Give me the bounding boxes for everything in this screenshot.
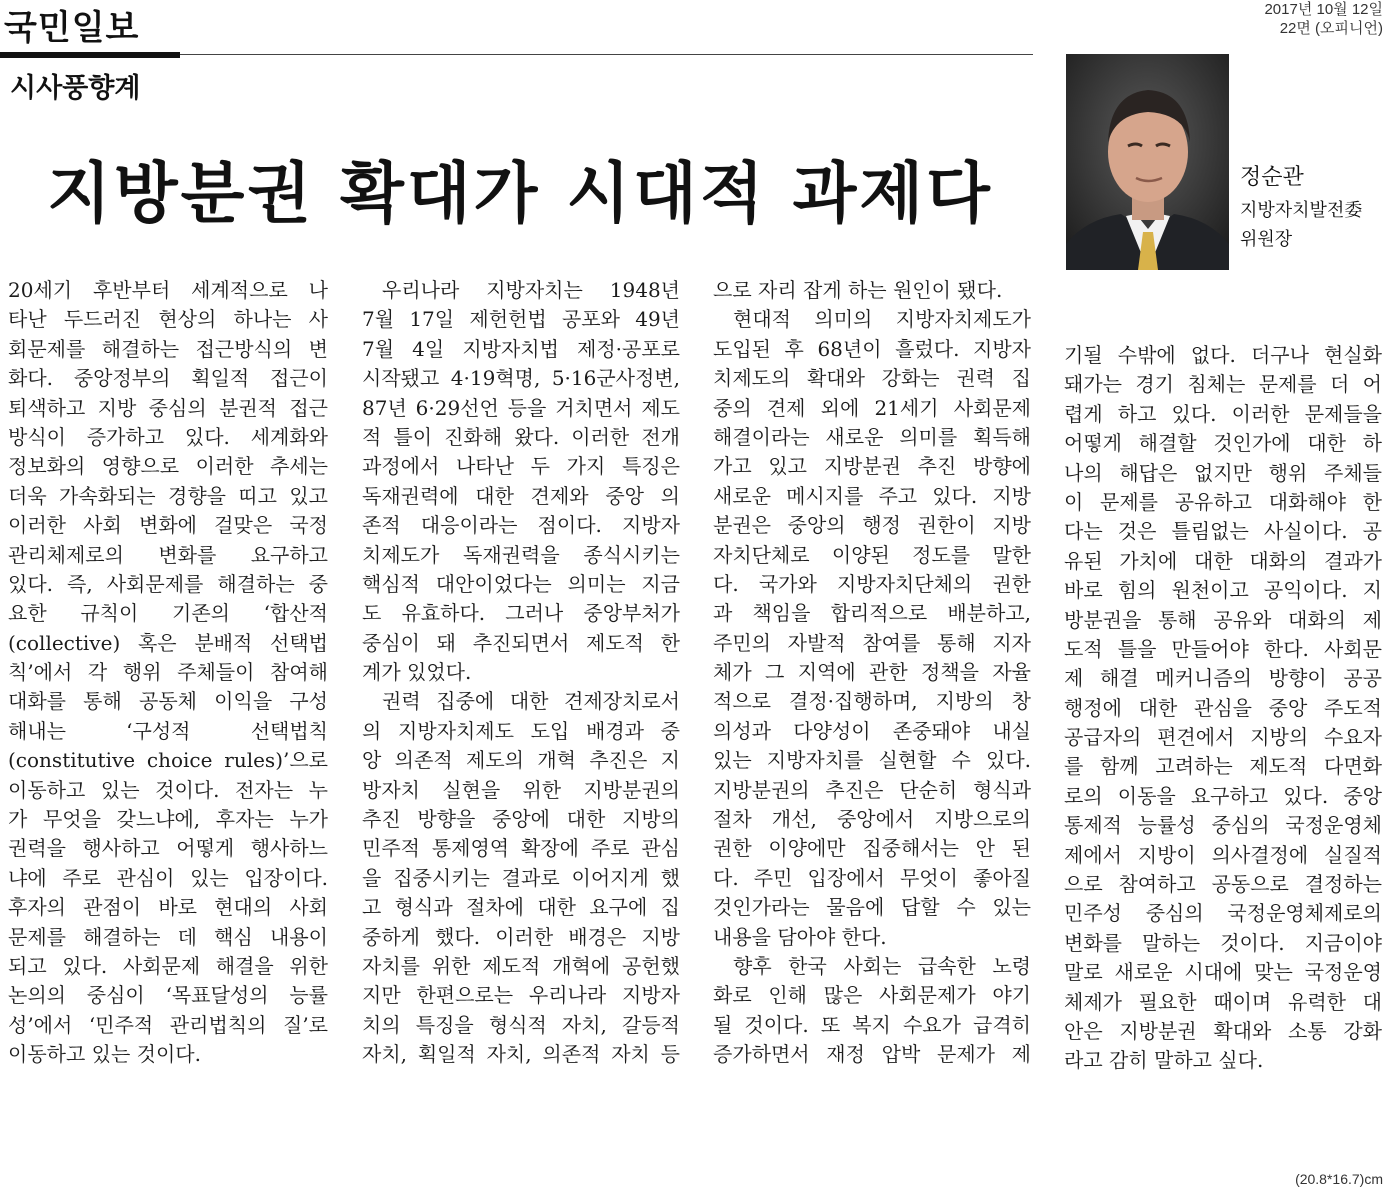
article-text-line: 행정에 대한 관심을 중앙 주도적 (1064, 695, 1382, 720)
article-text-line: 절차 개선, 중앙에서 지방으로의 (713, 807, 1031, 832)
article-text-line: 권력을 행사하고 어떻게 행사하느 (8, 836, 328, 861)
article-text-line: 관리체제로의 변화를 요구하고 (8, 542, 328, 567)
author-portrait-icon (1066, 54, 1229, 270)
article-text-line: 해내는 ‘구성적 선택법칙 (8, 718, 328, 743)
author-role-title: 위원장 (1240, 229, 1293, 250)
article-headline: 지방분권 확대가 시대적 과제다 (47, 155, 993, 232)
article-text-line: 나의 해답은 없지만 행위 주체들 (1064, 460, 1382, 485)
article-text-line: 논의의 중심이 ‘목표달성의 능률 (8, 983, 328, 1008)
article-text-line: 의성과 다양성이 존중돼야 내실 (713, 718, 1031, 743)
article-text-line: 말로 새로운 시대에 맞는 국정운영 (1064, 960, 1382, 985)
article-text-line: (collective) 혹은 분배적 선택법 (8, 630, 328, 655)
article-text-line: 계가 있었다. (362, 660, 472, 685)
article-text-line: 제에서 지방이 의사결정에 실질적 (1064, 842, 1382, 867)
article-text-line: 안은 지방분권 확대와 소통 강화 (1064, 1018, 1382, 1043)
article-text-line: 권한 이양에만 집중해서는 안 된 (713, 836, 1031, 861)
article-text-line: 87년 6·29선언 등을 거치면서 제도 (362, 395, 680, 420)
article-text-line: 중심이 돼 추진되면서 제도적 한 (362, 630, 680, 655)
article-text-line: 라고 감히 말하고 싶다. (1064, 1048, 1264, 1073)
article-text-line: 향후 한국 사회는 급속한 노령 (733, 953, 1031, 978)
author-name: 정순관 (1240, 165, 1304, 190)
article-text-line: 적 틀이 진화해 왔다. 이러한 전개 (362, 424, 680, 449)
article-text-line: 공급자의 편견에서 지방의 수요자 (1064, 725, 1382, 750)
article-text-line: 이 문제를 공유하고 대화해야 한 (1064, 489, 1382, 514)
article-text-line: 를 함께 고려하는 제도적 다면화 (1064, 754, 1382, 779)
article-text-line: 주민의 자발적 참여를 통해 지자 (713, 630, 1031, 655)
article-text-line: 체제가 필요한 때이며 유력한 대 (1064, 989, 1382, 1014)
article-text-line: 다는 것은 틀림없는 사실이다. 공 (1064, 519, 1382, 544)
article-text-line: 핵심적 대안이었다는 의미는 지금 (362, 571, 680, 596)
article-text-line: 권력 집중에 대한 견제장치로서 (382, 689, 680, 714)
article-text-line: 타난 두드러진 현상의 하나는 사 (8, 307, 328, 332)
article-text-line: 해결이라는 새로운 의미를 획득해 (713, 424, 1031, 449)
article-text-line: 을 집중시키는 결과로 이어지게 했 (362, 865, 680, 890)
article-text-line: 더욱 가속화되는 경향을 띠고 있고 (8, 483, 328, 508)
article-text-line: 앙 의존적 제도의 개혁 추진은 지 (362, 748, 680, 773)
article-text-line: 이러한 사회 변화에 걸맞은 국정 (8, 513, 328, 538)
article-text-line: 지방분권의 추진은 단순히 형식과 (713, 777, 1031, 802)
article-text-line: 지만 한편으로는 우리나라 지방자 (362, 983, 680, 1008)
article-text-line: 통제적 능률성 중심의 국정운영체 (1064, 813, 1382, 838)
publication-date: 2017년 10월 12일 (1264, 1, 1383, 18)
article-text-line: 제 해결 메커니즘의 방향이 공공 (1064, 666, 1382, 691)
article-text-line: 이동하고 있는 것이다. 전자는 누 (8, 777, 328, 802)
article-text-line: 으로 자리 잡게 하는 원인이 됐다. (713, 278, 1003, 302)
page-section: 22면 (오피니언) (1279, 20, 1383, 37)
article-text-line: 성’에서 ‘민주적 관리법칙의 질’로 (8, 1012, 328, 1037)
article-text-line: 방분권을 통해 공유와 대화의 제 (1064, 607, 1382, 632)
article-text-line: 이동하고 있는 것이다. (8, 1042, 201, 1067)
article-text-line: 고 형식과 절차에 대한 요구에 집 (362, 895, 680, 920)
article-text-line: 후자의 관점이 바로 현대의 사회 (8, 895, 328, 920)
article-text-line: 자치, 획일적 자치, 의존적 자치 등 (362, 1042, 680, 1067)
article-text-line: 되고 있다. 사회문제 해결을 위한 (8, 953, 328, 978)
article-text-line: 퇴색하고 지방 중심의 분권적 접근 (8, 395, 328, 420)
article-text-line: 체가 그 지역에 관한 정책을 자율 (713, 660, 1031, 685)
article-text-line: 독재권력에 대한 견제와 중앙 의 (362, 483, 680, 508)
article-text-line: 치제도가 독재권력을 종식시키는 (362, 542, 680, 567)
article-text-line: 정보화의 영향으로 이러한 추세는 (8, 454, 328, 479)
article-text-line: 냐에 주로 관심이 있는 입장이다. (8, 865, 328, 890)
article-text-line: 가 무엇을 갖느냐에, 후자는 누가 (8, 807, 328, 832)
article-text-line: 민주적 통제영역 확장에 주로 관심 (362, 836, 680, 861)
article-column-1 (8, 276, 328, 1070)
article-text-line: 의 지방자치제도 도입 배경과 중 (362, 718, 680, 743)
dateline (1264, 0, 1383, 38)
article-text-line: 증가하면서 재정 압박 문제가 제 (713, 1042, 1031, 1067)
article-text-line: 새로운 메시지를 주고 있다. 지방 (713, 483, 1031, 508)
article-text-line: 어떻게 해결할 것인가에 대한 하 (1064, 431, 1382, 456)
article-text-line: 있는 지방자치를 실현할 수 있다. (713, 748, 1031, 773)
article-text-line: 다. 국가와 지방자치단체의 권한 (713, 571, 1031, 596)
article-text-line: 추진 방향을 중앙에 대한 지방의 (362, 807, 680, 832)
article-text-line: 민주성 중심의 국정운영체제로의 (1064, 901, 1382, 926)
article-size-note: (20.8*16.7)cm (1295, 1171, 1383, 1187)
article-text-line: 적으로 결정·집행하며, 지방의 창 (713, 689, 1031, 714)
article-text-line: 가고 있고 지방분권 추진 방향에 (713, 454, 1031, 479)
article-text-line: 자치단체로 이양된 정도를 말한 (713, 542, 1031, 567)
article-text-line: 으로 참여하고 공동으로 결정하는 (1064, 872, 1382, 897)
article-column-3 (713, 276, 1031, 1070)
article-text-line: 중의 견제 외에 21세기 사회문제 (713, 395, 1031, 420)
article-text-line: 회문제를 해결하는 접근방식의 변 (8, 336, 328, 361)
article-text-line: 존적 대응이라는 점이다. 지방자 (362, 513, 680, 538)
article-column-2 (362, 276, 680, 1070)
article-text-line: 7월 4일 지방자치법 제정·공포로 (362, 336, 680, 361)
article-text-line: 20세기 후반부터 세계적으로 나 (8, 278, 328, 302)
article-text-line: (constitutive choice rules)’으로 (8, 748, 328, 773)
article-text-line: 치제도의 확대와 강화는 권력 집 (713, 366, 1031, 391)
article-text-line: 칙’에서 각 행위 주체들이 참여해 (8, 660, 328, 685)
article-text-line: 도입된 후 68년이 흘렀다. 지방자 (713, 336, 1031, 361)
article-text-line: 기될 수밖에 없다. 더구나 현실화 (1064, 343, 1382, 367)
article-text-line: 중하게 했다. 이러한 배경은 지방 (362, 924, 680, 949)
article-text-line: 될 것이다. 또 복지 수요가 급격히 (713, 1012, 1031, 1037)
masthead-thick-rule (0, 52, 180, 58)
article-text-line: 우리나라 지방자치는 1948년 (382, 278, 680, 302)
author-byline (1240, 160, 1390, 254)
article-text-line: 시작됐고 4·19혁명, 5·16군사정변, (362, 366, 680, 391)
article-text-line: 방자치 실현을 위한 지방분권의 (362, 777, 680, 802)
article-text-line: 대화를 통해 공동체 이익을 구성 (8, 689, 328, 714)
article-text-line: 것인가라는 물음에 답할 수 있는 (713, 895, 1031, 920)
article-text-line: 분권은 중앙의 행정 권한이 지방 (713, 513, 1031, 538)
article-text-line: 자치를 위한 제도적 개혁에 공헌했 (362, 953, 680, 978)
masthead-thin-rule (180, 54, 1033, 55)
article-column-4 (1064, 341, 1382, 1076)
article-text-line: 문제를 해결하는 데 핵심 내용이 (8, 924, 328, 949)
article-text-line: 요한 규칙이 기존의 ‘합산적 (8, 601, 328, 626)
article-text-line: 화로 인해 많은 사회문제가 야기 (713, 983, 1031, 1008)
article-text-line: 방식이 증가하고 있다. 세계화와 (8, 424, 328, 449)
article-text-line: 렵게 하고 있다. 이러한 문제들을 (1064, 401, 1382, 426)
column-section-label: 시사풍향계 (10, 73, 141, 104)
article-text-line: 있다. 즉, 사회문제를 해결하는 중 (8, 571, 328, 596)
article-text-line: 돼가는 경기 침체는 문제를 더 어 (1064, 372, 1382, 397)
article-text-line: 변화를 말하는 것이다. 지금이야 (1064, 930, 1382, 955)
article-text-line: 화다. 중앙정부의 획일적 접근이 (8, 366, 328, 391)
article-text-line: 과정에서 나타난 두 가지 특징은 (362, 454, 680, 479)
newspaper-masthead: 국민일보 (4, 8, 140, 48)
author-role: 지방자치발전委 (1240, 200, 1363, 221)
article-text-line: 다. 주민 입장에서 무엇이 좋아질 (713, 865, 1031, 890)
article-text-line: 로의 이동을 요구하고 있다. 중앙 (1064, 783, 1382, 808)
article-text-line: 과 책임을 합리적으로 배분하고, (713, 601, 1031, 626)
article-text-line: 유된 가치에 대한 대화의 결과가 (1064, 548, 1382, 573)
article-text-line: 7월 17일 제헌헌법 공포와 49년 (362, 307, 680, 332)
article-text-line: 치의 특징을 형식적 자치, 갈등적 (362, 1012, 680, 1037)
article-text-line: 도 유효하다. 그러나 중앙부처가 (362, 601, 680, 626)
article-text-line: 내용을 담아야 한다. (713, 924, 887, 949)
article-text-line: 바로 힘의 원천이고 공익이다. 지 (1064, 578, 1382, 603)
article-text-line: 현대적 의미의 지방자치제도가 (733, 307, 1031, 332)
article-text-line: 도적 틀을 만들어야 한다. 사회문 (1064, 636, 1382, 661)
